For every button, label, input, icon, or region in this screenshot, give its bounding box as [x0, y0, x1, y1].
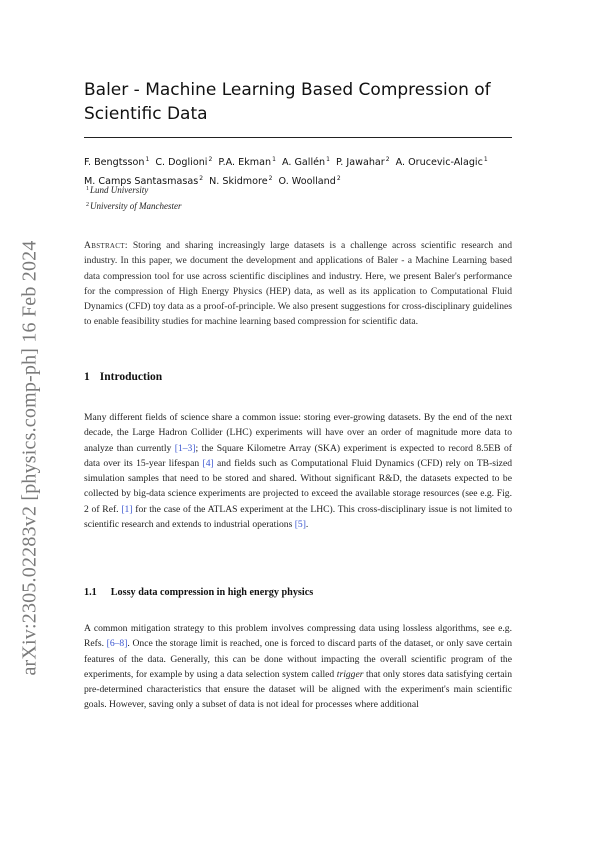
author: M. Camps Santasmasas$^2$: [84, 175, 204, 187]
paper-title: Baler - Machine Learning Based Compression of Scientific Data: [84, 80, 491, 124]
citation-link[interactable]: [4]: [202, 457, 214, 469]
intro-paragraph: Many different fields of science share a common issue: storing ever-growing datasets. By the end of the next decade, the Large Hadron Collider (LHC) experiments will have over an order of magnitude more data to analyze than currently [1–3]; the Square Kilometre Array (SKA) experiment is expected to record 8.5EB of data over its 15-year lifespan [4] and fields such as Computational Fluid Dynamics (CFD) rely on TB-sized simulation samples that need to be stored and shared. Without significant R&D, the datasets expected to be collected by big-data science experiments are projected to exceed the available storage resources (see e.g. Fig. 2 of Ref. [1] for the case of the ATLAS experiment at the LHC). This cross-disciplinary issue is not limited to scientific research and extends to industrial operations [5].: [84, 412, 513, 531]
affiliation: $^2$University of Manchester: [86, 201, 182, 211]
author: C. Doglioni$^2$: [155, 156, 213, 168]
citation-link[interactable]: [1–3]: [174, 442, 196, 454]
citation-link[interactable]: [1]: [121, 503, 133, 515]
author: P.A. Ekman$^1$: [218, 156, 276, 168]
abstract-text: Storing and sharing increasingly large datasets is a challenge across scientific research and industry. In this paper, we document the development and applications of Baler - a Machine Learning based data compression tool for use across scientific disciplines and industry. Here, we present Baler's performance for the compression of High Energy Physics (HEP) data, as well as its application to Computational Fluid Dynamics (CFD) toy data as a proof-of-principle. We also present suggestions for cross-disciplinary guidelines to enable feasibility studies for machine learning based compression for scientific data.: [84, 240, 512, 328]
author-list: [84, 152, 524, 190]
arxiv-stamp: [20, 225, 40, 690]
title-rule: [84, 137, 512, 138]
author: A. Orucevic-Alagic$^1$: [395, 156, 488, 168]
author: F. Bengtsson$^1$: [84, 156, 150, 168]
citation-link[interactable]: [6–8]: [106, 638, 128, 650]
emphasis-term: trigger: [336, 668, 364, 680]
affiliation: $^1$Lund University: [86, 185, 149, 195]
author: P. Jawahar$^2$: [336, 156, 390, 168]
author: A. Gallén$^1$: [281, 156, 330, 168]
lossy-paragraph: A common mitigation strategy to this problem involves compressing data using lossless algorithms, see e.g. Refs. [6–8]. Once the storage limit is reached, one is forced to discard parts of the dataset, or only save certain features of the data. Generally, this can be done without impacting the overall scientific program of the experiments, for example by using a data selection system called trigger that only stores data satisfying certain pre-determined characteristics that ensure the dataset will be aligned with the experiment's main scientific goals. However, saving only a subset of data is not ideal for processes where additional: [84, 623, 512, 711]
abstract-label: Abstract:: [84, 240, 128, 251]
author: N. Skidmore$^2$: [209, 175, 273, 187]
citation-link[interactable]: [5]: [294, 519, 306, 531]
arxiv-stamp-text: arXiv:2305.02283v2 [physics.comp-ph] 16 Feb 2024: [18, 239, 41, 676]
abstract: [84, 238, 512, 330]
author: O. Woolland$^2$: [278, 175, 341, 187]
subsection-heading: 1.1 Lossy data compression in high energy physics: [84, 587, 314, 598]
section-heading: 1 Introduction: [84, 371, 163, 383]
